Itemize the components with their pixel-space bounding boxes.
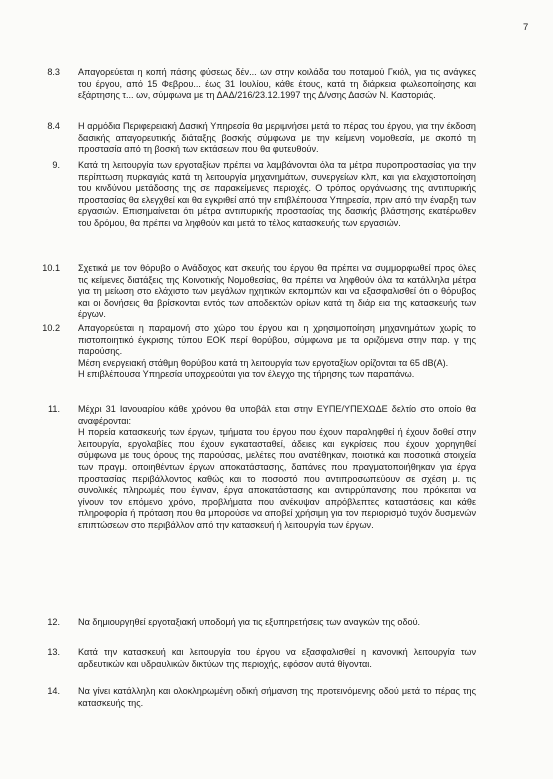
section-text xyxy=(78,263,476,321)
paragraph: Απαγορεύεται η παραμονή στο χώρο του έργου και η χρησιμοποίηση μηχανημάτων χωρίς το πιστοποιητικό έγκρισης τύπου ΕΟΚ περί θορύβου, σύμφωνα με τα οριζόμενα στην παρ. γ της παρούσης. xyxy=(78,323,476,357)
section-number: 10.1 xyxy=(42,263,60,273)
paragraph: Να γίνει κατάλληλη και ολοκληρωμένη οδική σήμανση της προτεινόμενης οδού μετά το πέρας της κατασκευής της. xyxy=(78,686,476,708)
section-number: 10.2 xyxy=(42,323,60,333)
section-text xyxy=(78,160,476,230)
section-number: 14. xyxy=(47,686,60,696)
section-text xyxy=(78,67,476,102)
paragraph: Κατά την κατασκευή και λειτουργία του έργου να εξασφαλισθεί η κανονική λειτουργία των αρδευτικών και υδραυλικών δικτύων της περιοχής, εφόσον αυτά θίγονται. xyxy=(78,647,476,669)
paragraph: Κατά τη λειτουργία των εργοταξίων πρέπει να λαμβάνονται όλα τα μέτρα πυροπροστασίας για την περίπτωση πυρκαγιάς κατά τη λειτουργία μηχανημάτων, συνεργείων κλπ, και για ελαχιστοποίηση του κινδύνου μετάδοσης της σε παρακείμενες περιοχές. Ο τρόπος οργάνωσης της αντιπυρικής προστασίας θα ελεγχθεί και θα εγκριθεί από την επιβλέπουσα Υπηρεσία, πριν από την έναρξη των εργασιών. Επισημαίνεται ότι μέτρα αντιπυρικής προστασίας της δασικής βλάστησης εκατέρωθεν του δρόμου, θα πρέπει να ληφθούν και μετά το τέλος κατασκευής των εργασιών. xyxy=(78,160,476,228)
paragraph: Η επιβλέπουσα Υπηρεσία υποχρεούται για τον έλεγχο της τήρησης των παραπάνω. xyxy=(78,369,415,380)
paragraph: Η αρμόδια Περιφερειακή Δασική Υπηρεσία θα μεριμνήσει μετά το πέρας του έργου, για την έκδοση δασικής απαγορευτικής διάταξης βοσκής σύμφωνα με την κείμενη νομοθεσία, με σκοπό τη προστασία από τη βοσκή των εκτάσεων που θα φυτευθούν. xyxy=(78,121,476,155)
section-text xyxy=(78,404,476,532)
section-number: 13. xyxy=(47,647,60,657)
page-number: 7 xyxy=(523,22,529,33)
section-number: 8.3 xyxy=(47,67,60,77)
section-text xyxy=(78,647,476,670)
section-text xyxy=(78,686,476,709)
paragraph: Μέχρι 31 Ιανουαρίου κάθε χρόνου θα υποβάλ εται στην ΕΥΠΕ/ΥΠΕΧΩΔΕ δελτίο στο οποίο θα αναφέρονται: xyxy=(78,404,476,426)
section-number: 12. xyxy=(47,617,60,627)
section-text xyxy=(78,323,476,381)
section-number: 8.4 xyxy=(47,121,60,131)
paragraph: Σχετικά με τον θόρυβο ο Ανάδοχος κατ σκευής του έργου θα πρέπει να συμμορφωθεί προς όλες τις κείμενες διατάξεις της Κοινοτικής Νομοθεσίας, θα πρέπει να ληφθούν όλα τα κατάλληλα μέτρα για τη μείωση στο ελάχιστο των μεγάλων ηχητικών εκπομπών και να εξασφαλισθεί ότι ο θόρυβος και οι δονήσεις θα βρίσκονται εντός των αποδεκτών ορίων κατά τη διάρ εια της κατασκευής των έργων. xyxy=(78,263,476,320)
section-text xyxy=(78,617,476,629)
paragraph: Μέση ενεργειακή στάθμη θορύβου κατά τη λειτουργία των εργοταξίων ορίζονται τα 65 dB(A). xyxy=(78,357,449,368)
section-text xyxy=(78,121,476,156)
section-number: 11. xyxy=(48,404,60,414)
paragraph: Απαγορεύεται η κοπή πάσης φύσεως δέν... ων στην κοιλάδα του ποταμού Γκιόλ, για τις ανάγκες του έργου, από 15 Φεβρου... έως 31 Ιουλίου, κάθε έτους, κατά τη διάρκεια φωλεοποίησης και εξάρτησης τ... ων, σύμφωνα με τη ΔΑΔ/216/23.12.1997 της Δ/νσης Δασών Ν. Καστοριάς. xyxy=(78,67,476,101)
paragraph: Η πορεία κατασκευής των έργων, τμήματα του έργου που έχουν παραληφθεί ή έχουν δοθεί στην λειτουργία, εργολαβίες που έχουν εγκατασταθεί, άδειες και εγκρίσεις που έχουν χορηγηθεί σύμφωνα με τους όρους της παρούσας, μελέτες που ανατέθηκαν, ποιοτικά και ποσοτικά στοιχεία των πραγμ. οποιηθέντων έργων αποκατάστασης, δαπάνες που πραγματοποιήθηκαν για έργα προστασίας περιβάλλοντος καθώς και το ποσοστό που αντιπροσωπεύουν σε σχέση μ. τις συνολικές πληρωμές που έγιναν, έργα αποκατάστασης και αντιρρύπανσης που πρόκειται να γίνουν τον επόμενο χρόνο, προβλήματα που ανέκυψαν απρόβλεπτες καταστάσεις και κάθε πληροφορία ή πρόταση που θα μπορούσε να αποβεί χρήσιμη για τον περιορισμό τυχόν δυσμενών επιπτώσεων στο περιβάλλον από την κατασκευή ή λειτουργία των έργων. xyxy=(78,427,476,530)
paragraph: Να δημιουργηθεί εργοταξιακή υποδομή για τις εξυπηρετήσεις των αναγκών της οδού. xyxy=(78,617,421,627)
section-number: 9. xyxy=(52,160,60,170)
